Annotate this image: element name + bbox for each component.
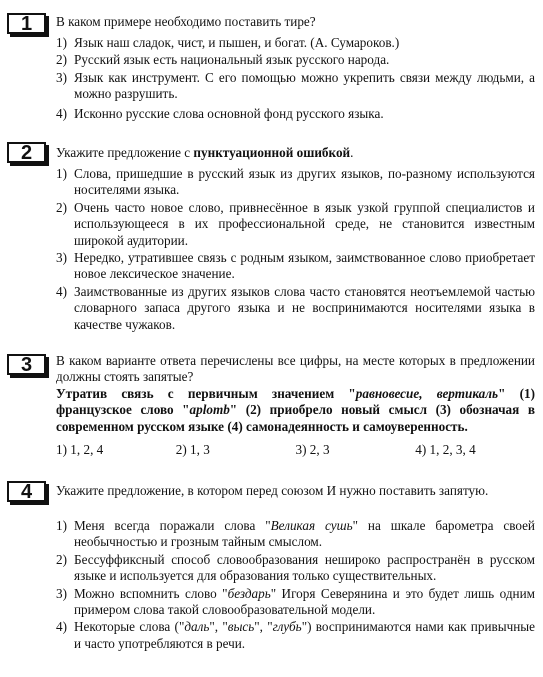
answer-options: [56, 442, 535, 458]
question-number: 2: [7, 142, 46, 163]
question-number: 4: [7, 481, 46, 502]
answer-option-1[interactable]: 1) 1, 2, 4: [56, 442, 104, 457]
question-prompt: Укажите предложение с пунктуационной ошибкой.: [56, 145, 354, 160]
option-4[interactable]: 4) Заимствованные из других языков слова часто становятся неотъемлемой частью словарного запаса другого языка и не воспринимаются носителями языка в качестве чужаков.: [56, 283, 535, 332]
options-list: [56, 518, 535, 653]
question-prompt: Укажите предложение, в котором перед союзом И нужно поставить запятую.: [56, 483, 489, 498]
option-3[interactable]: 3) Язык как инструмент. С его помощью можно укрепить связи между людьми, а можно разрушить.: [56, 69, 535, 102]
option-1[interactable]: 1) Язык наш сладок, чист, и пышен, и богат. (А. Сумароков.): [56, 35, 400, 50]
task-sentence: Утратив связь с первичным значением "равновесие, вертикаль" (1) французское слово "aplomb" (2) приобрело новый смысл (3) обозначая в современном русском языке (4) самонадеянность и самоуверенность.: [56, 386, 535, 434]
option-3[interactable]: 3) Нередко, утратившее связь с родным языком, заимствованное слово приобретает новое лексическое значение.: [56, 250, 535, 282]
answer-option-3[interactable]: 3) 2, 3: [295, 442, 330, 457]
question-prompt: В каком примере необходимо поставить тире?: [56, 14, 316, 29]
options-list: [56, 35, 535, 123]
option-1[interactable]: 1) Слова, пришедшие в русский язык из других языков, по-разному используются носителями языка.: [56, 166, 535, 198]
option-2[interactable]: 2) Бессуффиксный способ словообразования нешироко распространён в русском языке и используется для образования только существительных.: [56, 551, 535, 584]
options-list: [56, 166, 535, 334]
question-number: 3: [7, 354, 46, 375]
answer-option-2[interactable]: 2) 1, 3: [175, 442, 210, 457]
option-1[interactable]: 1) Меня всегда поражали слова "Великая сушь" на шкале барометра своей необычностью и грозным тайным смыслом.: [56, 518, 535, 550]
option-4[interactable]: 4) Исконно русские слова основной фонд русского языка.: [56, 105, 384, 121]
option-4[interactable]: 4) Некоторые слова ("даль", "высь", "глубь") воспринимаются нами как привычные и часто употребляются в речи.: [56, 619, 536, 651]
question-prompt: В каком варианте ответа перечислены все цифры, на месте которых в предложении должны стоять запятые?: [56, 353, 535, 385]
option-2[interactable]: 2) Очень часто новое слово, привнесённое в язык узкой группой специалистов и использующееся в их профессиональной среде, не становится известным широкой аудитории.: [56, 199, 535, 248]
answer-option-4[interactable]: 4) 1, 2, 3, 4: [415, 442, 476, 457]
option-3[interactable]: 3) Можно вспомнить слово "бездарь" Игоря Северянина и это будет лишь одним примером слова такой словообразовательной модели.: [56, 585, 535, 618]
option-2[interactable]: 2) Русский язык есть национальный язык русского народа.: [56, 52, 390, 68]
question-number: 1: [7, 13, 46, 34]
